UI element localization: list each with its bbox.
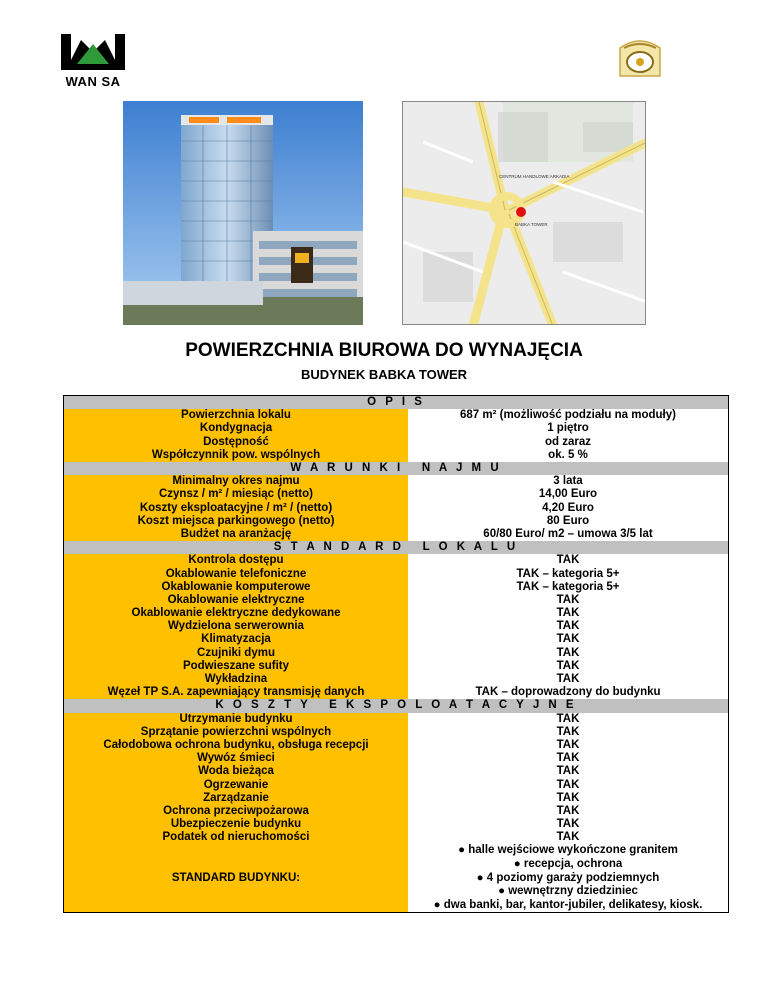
row-value: 1 piętro xyxy=(408,422,729,435)
row-label: Podwieszane sufity xyxy=(64,660,409,673)
list-item: ● recepcja, ochrona xyxy=(513,857,623,870)
table-row xyxy=(64,475,729,488)
table-row xyxy=(64,752,729,765)
row-value: TAK – doprowadzony do budynku xyxy=(408,686,729,699)
row-value: TAK xyxy=(408,792,729,805)
emblem-logo-icon xyxy=(614,34,666,80)
table-row xyxy=(64,409,729,422)
wan-logo xyxy=(57,30,129,90)
row-value: TAK xyxy=(408,673,729,686)
wan-logo-mark-icon xyxy=(57,30,129,74)
row-value: 14,00 Euro xyxy=(408,488,729,501)
row-label: Okablowanie elektryczne xyxy=(64,594,409,607)
table-row xyxy=(64,818,729,831)
row-value: 4,20 Euro xyxy=(408,502,729,515)
table-row xyxy=(64,502,729,515)
list-item: ● 4 poziomy garaży podziemnych xyxy=(476,871,660,884)
row-label: Minimalny okres najmu xyxy=(64,475,409,488)
table-row xyxy=(64,581,729,594)
standard-budynku-label: STANDARD BUDYNKU: xyxy=(64,844,409,912)
table-row xyxy=(64,607,729,620)
row-value: TAK xyxy=(408,726,729,739)
row-label: Koszt miejsca parkingowego (netto) xyxy=(64,515,409,528)
row-label: Wywóz śmieci xyxy=(64,752,409,765)
list-item: ● dwa banki, bar, kantor-jubiler, delikatesy, kiosk. xyxy=(433,898,703,911)
table-row xyxy=(64,515,729,528)
building-photo xyxy=(123,101,363,325)
row-label: Podatek od nieruchomości xyxy=(64,831,409,844)
list-item: ● wewnętrzny dziedziniec xyxy=(498,885,638,898)
row-value: TAK xyxy=(408,660,729,673)
row-label: Zarządzanie xyxy=(64,792,409,805)
row-label: Okablowanie elektryczne dedykowane xyxy=(64,607,409,620)
row-label: Ubezpieczenie budynku xyxy=(64,818,409,831)
row-value: TAK xyxy=(408,713,729,726)
wan-logo-text: WAN SA xyxy=(65,74,121,89)
row-label: Czujniki dymu xyxy=(64,647,409,660)
standard-budynku-list xyxy=(408,844,729,912)
row-value: TAK xyxy=(408,752,729,765)
table-row xyxy=(64,739,729,752)
row-value: TAK xyxy=(408,818,729,831)
row-label: Współczynnik pow. wspólnych xyxy=(64,449,409,462)
row-label: Wykładzina xyxy=(64,673,409,686)
row-value: TAK xyxy=(408,765,729,778)
location-map xyxy=(402,101,646,325)
page-title: POWIERZCHNIA BIUROWA DO WYNAJĘCIA xyxy=(185,340,583,361)
row-value: TAK xyxy=(408,805,729,818)
table-row xyxy=(64,449,729,462)
row-value: TAK xyxy=(408,620,729,633)
page-subtitle: BUDYNEK BABKA TOWER xyxy=(300,367,468,382)
section-header-standard: S T A N D A R D L O K A L U xyxy=(64,541,729,554)
row-value: TAK – kategoria 5+ xyxy=(408,581,729,594)
table-row xyxy=(64,660,729,673)
row-value: 687 m² (możliwość podziału na moduły) xyxy=(408,409,729,422)
map-label-arkadia: CENTRUM HANDLOWE ARKADIA xyxy=(499,174,570,179)
row-label: Kondygnacja xyxy=(64,422,409,435)
table-row xyxy=(64,831,729,844)
row-value: TAK xyxy=(408,554,729,567)
table-row xyxy=(64,633,729,646)
section-header-koszty: K O S Z T Y E K S P O L O A T A C Y J N E xyxy=(64,699,729,712)
row-label: Czynsz / m² / miesiąc (netto) xyxy=(64,488,409,501)
table-row xyxy=(64,765,729,778)
row-value: TAK xyxy=(408,633,729,646)
row-label: Klimatyzacja xyxy=(64,633,409,646)
list-item: ● halle wejściowe wykończone granitem xyxy=(458,844,678,857)
row-value: TAK xyxy=(408,739,729,752)
row-label: Koszty eksploatacyjne / m² / (netto) xyxy=(64,502,409,515)
row-label: Sprzątanie powierzchni wspólnych xyxy=(64,726,409,739)
table-row xyxy=(64,554,729,567)
row-label: Budżet na aranżację xyxy=(64,528,409,541)
row-label: Kontrola dostępu xyxy=(64,554,409,567)
table-row xyxy=(64,778,729,791)
table-row xyxy=(64,620,729,633)
table-row xyxy=(64,713,729,726)
table-row xyxy=(64,528,729,541)
section-header-warunki: W A R U N K I N A J M U xyxy=(64,462,729,475)
row-label: Okablowanie komputerowe xyxy=(64,581,409,594)
row-value: ok. 5 % xyxy=(408,449,729,462)
spec-table xyxy=(63,395,729,913)
map-label-babka-tower: BABKA TOWER xyxy=(515,222,548,227)
row-value: 3 lata xyxy=(408,475,729,488)
row-label: Dostępność xyxy=(64,436,409,449)
row-value: 60/80 Euro/ m2 – umowa 3/5 lat xyxy=(408,528,729,541)
row-value: TAK xyxy=(408,607,729,620)
row-label: Okablowanie telefoniczne xyxy=(64,567,409,580)
row-label: Utrzymanie budynku xyxy=(64,713,409,726)
row-value: TAK xyxy=(408,647,729,660)
row-value: TAK xyxy=(408,594,729,607)
table-row xyxy=(64,673,729,686)
table-row xyxy=(64,594,729,607)
emblem-logo xyxy=(614,34,666,80)
table-row xyxy=(64,805,729,818)
row-label: Woda bieżąca xyxy=(64,765,409,778)
row-value: TAK xyxy=(408,831,729,844)
row-label: Całodobowa ochrona budynku, obsługa recepcji xyxy=(64,739,409,752)
standard-budynku-row xyxy=(64,844,729,912)
table-row xyxy=(64,567,729,580)
table-row xyxy=(64,422,729,435)
row-value: TAK xyxy=(408,778,729,791)
table-row xyxy=(64,647,729,660)
row-label: Powierzchnia lokalu xyxy=(64,409,409,422)
row-value: od zaraz xyxy=(408,436,729,449)
row-value: TAK – kategoria 5+ xyxy=(408,567,729,580)
table-row xyxy=(64,436,729,449)
row-label: Ogrzewanie xyxy=(64,778,409,791)
table-row xyxy=(64,792,729,805)
row-value: 80 Euro xyxy=(408,515,729,528)
table-row xyxy=(64,488,729,501)
row-label: Węzeł TP S.A. zapewniający transmisję danych xyxy=(64,686,409,699)
table-row xyxy=(64,686,729,699)
row-label: Wydzielona serwerownia xyxy=(64,620,409,633)
map-pin-icon xyxy=(516,207,526,217)
section-header-opis: O P I S xyxy=(64,396,729,410)
table-row xyxy=(64,726,729,739)
row-label: Ochrona przeciwpożarowa xyxy=(64,805,409,818)
